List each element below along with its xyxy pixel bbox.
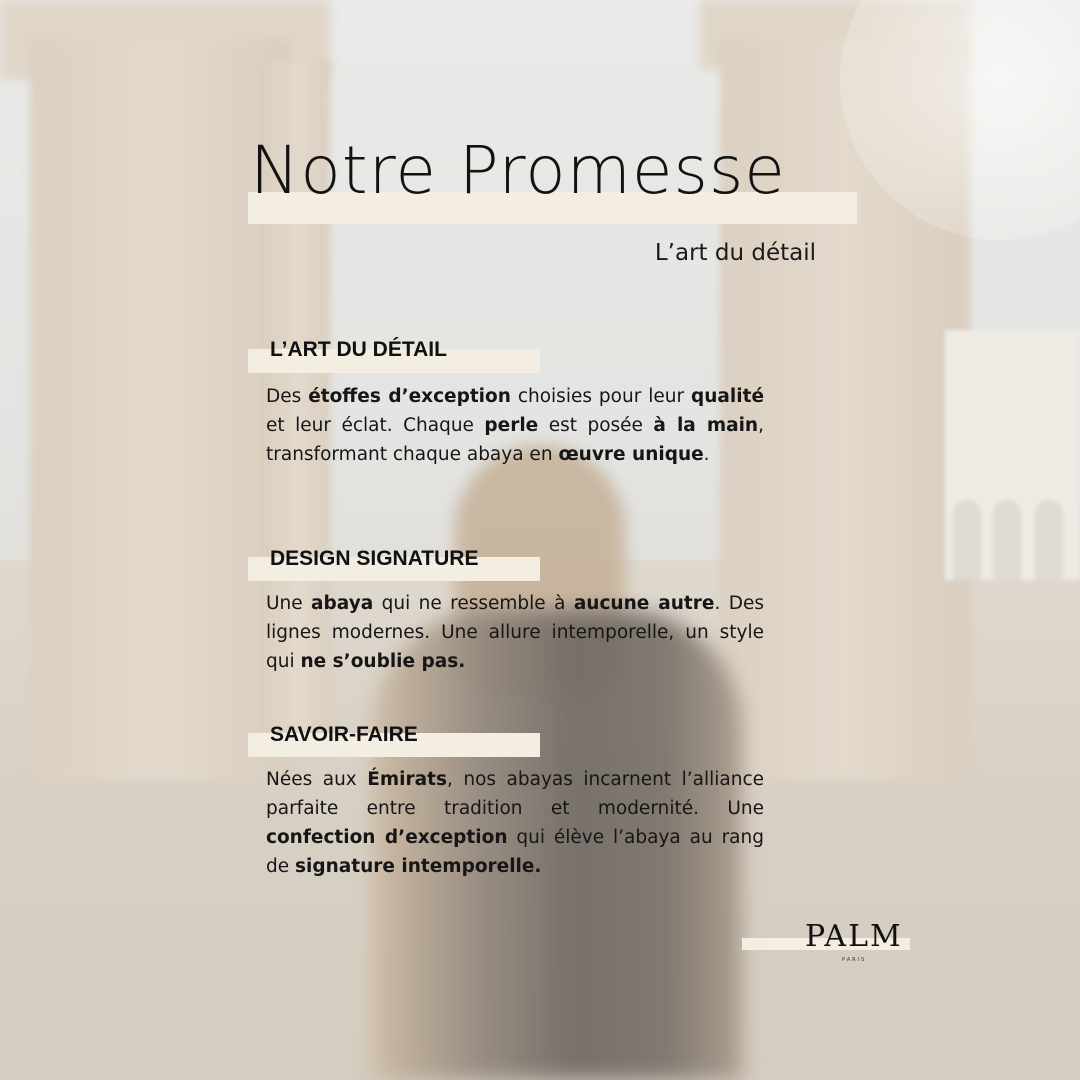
emphasis-text: Émirats xyxy=(367,769,447,790)
section-heading-design-signature: DESIGN SIGNATURE xyxy=(270,547,479,570)
page-subtitle: L’art du détail xyxy=(654,240,816,266)
section-body-design-signature: Une abaya qui ne ressemble à aucune autre. Des lignes modernes. Une allure intemporelle, un style qui ne s’oublie pas. xyxy=(266,593,764,672)
emphasis-text: étoffes d’exception xyxy=(308,386,511,407)
page-title: Notre Promesse xyxy=(250,132,786,209)
section-heading-art-du-detail: L’ART DU DÉTAIL xyxy=(270,338,447,361)
emphasis-text: œuvre unique xyxy=(558,444,704,465)
emphasis-text: confection d’exception xyxy=(266,827,508,848)
brand-logo-subtext: PARIS xyxy=(842,957,867,963)
section-body-art-du-detail: Des étoffes d’exception choisies pour leur qualité et leur éclat. Chaque perle est posée à la main, transformant chaque abaya en œuvre unique. xyxy=(266,386,764,465)
emphasis-text: qualité xyxy=(691,386,764,407)
emphasis-text: abaya xyxy=(311,593,374,614)
emphasis-text: à la main xyxy=(653,415,759,436)
brand-logo: PALM xyxy=(805,919,903,954)
section-body-savoir-faire: Nées aux Émirats, nos abayas incarnent l’alliance parfaite entre tradition et modernité. Une confection d’exception qui élève l’abaya au rang de signature intemporelle. xyxy=(266,769,764,877)
section-heading-savoir-faire: SAVOIR-FAIRE xyxy=(270,723,418,746)
emphasis-text: signature intemporelle. xyxy=(295,856,542,877)
emphasis-text: ne s’oublie pas. xyxy=(300,651,466,672)
emphasis-text: aucune autre xyxy=(573,593,715,614)
emphasis-text: perle xyxy=(484,415,539,436)
